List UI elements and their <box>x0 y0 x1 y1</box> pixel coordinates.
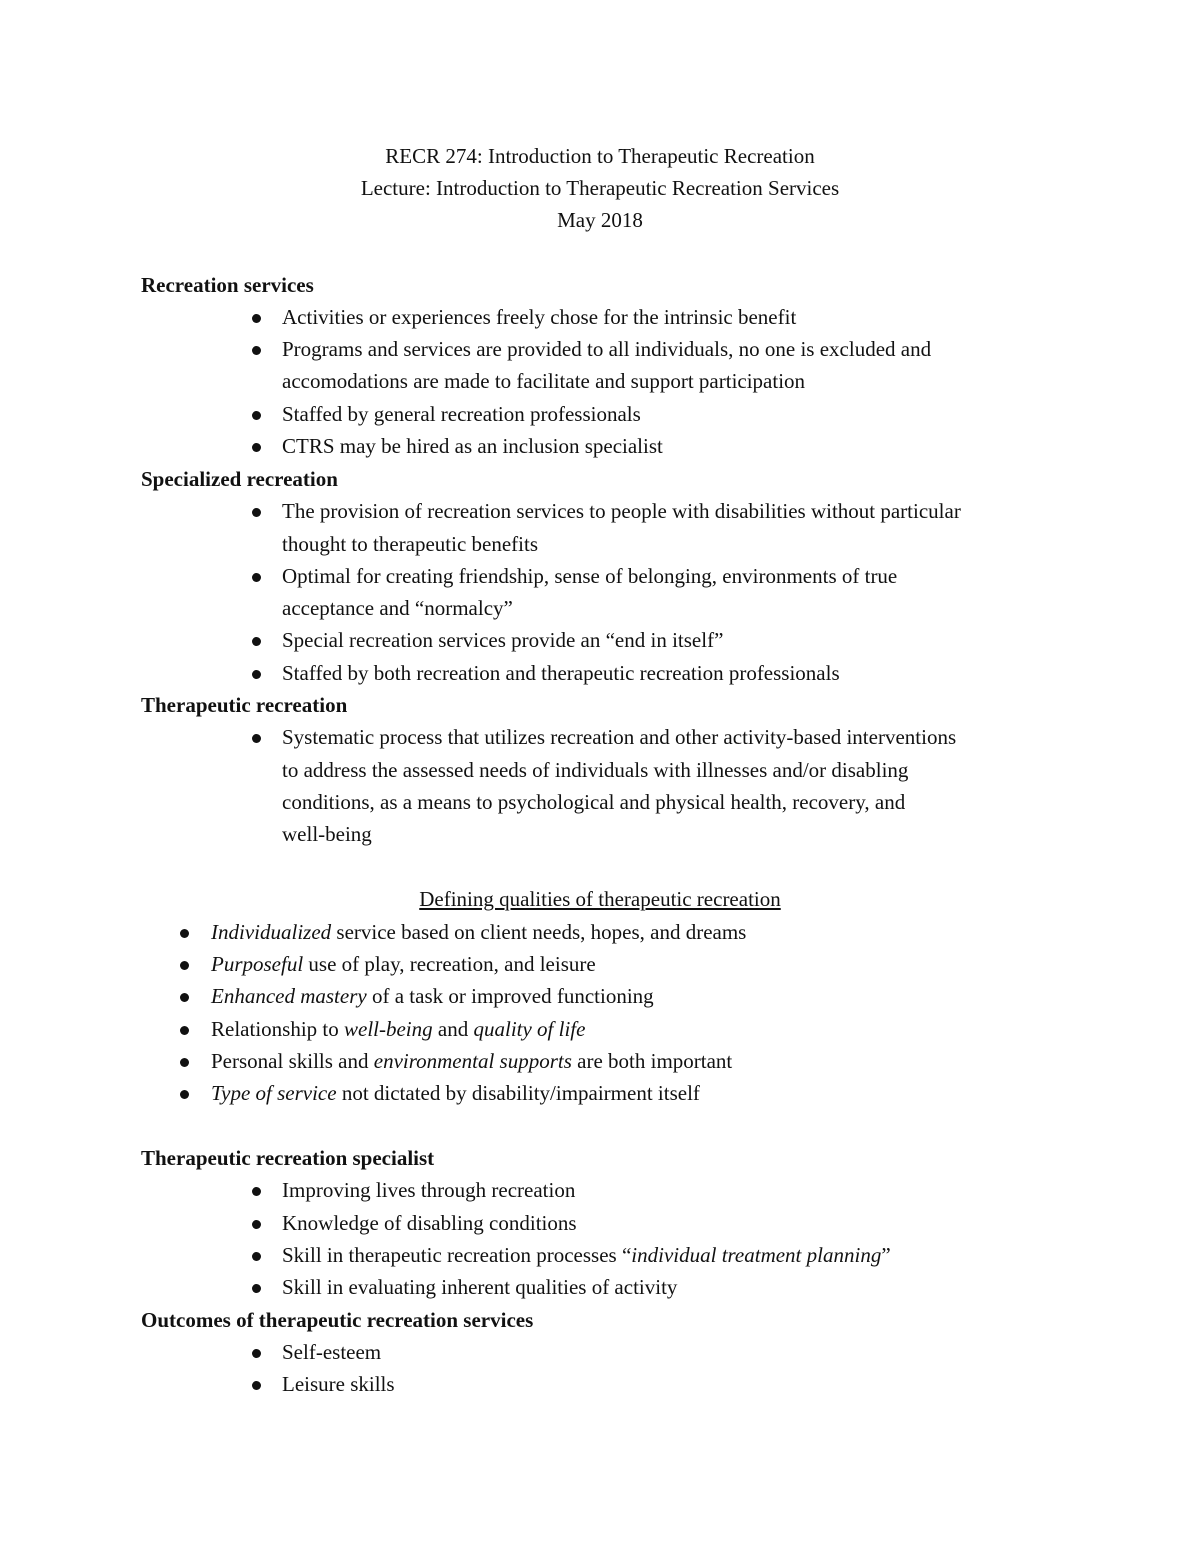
list-item: CTRS may be hired as an inclusion specialist <box>282 434 663 458</box>
emphasis: Enhanced mastery <box>211 984 367 1008</box>
list-item-continuation: conditions, as a means to psychological and physical health, recovery, and <box>282 790 906 814</box>
list-item: Self-esteem <box>282 1340 382 1364</box>
subsection-title-defining-qualities: Defining qualities of therapeutic recreation <box>419 887 781 911</box>
list-item-continuation: accomodations are made to facilitate and support participation <box>282 369 806 393</box>
list-item-continuation: to address the assessed needs of individuals with illnesses and/or disabling <box>282 758 909 782</box>
list-item-text: and <box>432 1017 474 1041</box>
list-item: Staffed by both recreation and therapeutic recreation professionals <box>282 661 840 685</box>
list-item: Leisure skills <box>282 1372 395 1396</box>
section-heading-therapeutic-recreation: Therapeutic recreation <box>141 693 348 717</box>
emphasis: environmental supports <box>373 1049 572 1073</box>
list-item-continuation: acceptance and “normalcy” <box>282 596 513 620</box>
bullet-icon <box>252 573 261 582</box>
list-item: Special recreation services provide an “end in itself” <box>282 628 724 652</box>
lecture-title: Lecture: Introduction to Therapeutic Recreation Services <box>360 176 840 200</box>
bullet-icon <box>252 1284 261 1293</box>
list-item: The provision of recreation services to people with disabilities without particular <box>282 499 961 523</box>
bullet-icon <box>252 637 261 646</box>
list-item <box>211 980 654 1012</box>
list-item-text: ” <box>881 1243 891 1267</box>
section-heading-outcomes: Outcomes of therapeutic recreation services <box>141 1308 534 1332</box>
list-item-text: Skill in therapeutic recreation processes “ <box>282 1243 632 1267</box>
list-item <box>211 1013 585 1045</box>
emphasis: Purposeful <box>211 952 304 976</box>
bullet-icon <box>180 929 189 938</box>
date: May 2018 <box>557 208 643 232</box>
bullet-icon <box>252 508 261 517</box>
bullet-icon <box>252 1220 261 1229</box>
list-item-text: Relationship to <box>211 1017 344 1041</box>
list-item-continuation: well-being <box>282 822 372 846</box>
list-item-text: Personal skills and <box>211 1049 374 1073</box>
course-title: RECR 274: Introduction to Therapeutic Recreation <box>385 144 815 168</box>
bullet-icon <box>252 314 261 323</box>
list-item: Activities or experiences freely chose for the intrinsic benefit <box>282 305 797 329</box>
bullet-icon <box>252 1381 261 1390</box>
bullet-icon <box>180 961 189 970</box>
list-item-continuation: thought to therapeutic benefits <box>282 532 539 556</box>
list-item <box>211 1077 700 1109</box>
section-heading-specialized-recreation: Specialized recreation <box>141 467 338 491</box>
bullet-icon <box>252 734 261 743</box>
bullet-icon <box>252 411 261 420</box>
emphasis: quality of life <box>473 1017 586 1041</box>
list-item-text: of a task or improved functioning <box>366 984 654 1008</box>
section-heading-specialist: Therapeutic recreation specialist <box>141 1146 435 1170</box>
bullet-icon <box>180 993 189 1002</box>
bullet-icon <box>252 1187 261 1196</box>
list-item-text: are both important <box>571 1049 733 1073</box>
emphasis: Type of service <box>211 1081 337 1105</box>
list-item <box>211 948 596 980</box>
emphasis: Individualized <box>211 920 332 944</box>
emphasis: individual treatment planning <box>631 1243 882 1267</box>
list-item-text: not dictated by disability/impairment itself <box>336 1081 700 1105</box>
bullet-icon <box>180 1058 189 1067</box>
list-item <box>211 1045 732 1077</box>
section-heading-recreation-services: Recreation services <box>141 273 314 297</box>
list-item: Staffed by general recreation professionals <box>282 402 641 426</box>
list-item-text: service based on client needs, hopes, and dreams <box>331 920 747 944</box>
list-item-text: use of play, recreation, and leisure <box>303 952 596 976</box>
emphasis: well-being <box>344 1017 433 1041</box>
list-item: Programs and services are provided to all individuals, no one is excluded and <box>282 337 932 361</box>
list-item <box>282 1239 891 1271</box>
bullet-icon <box>252 1349 261 1358</box>
bullet-icon <box>180 1090 189 1099</box>
bullet-icon <box>180 1026 189 1035</box>
bullet-icon <box>252 346 261 355</box>
list-item: Optimal for creating friendship, sense of belonging, environments of true <box>282 564 898 588</box>
bullet-icon <box>252 670 261 679</box>
list-item: Systematic process that utilizes recreation and other activity-based interventions <box>282 725 957 749</box>
list-item <box>211 916 746 948</box>
list-item: Improving lives through recreation <box>282 1178 576 1202</box>
bullet-icon <box>252 443 261 452</box>
bullet-icon <box>252 1252 261 1261</box>
list-item: Knowledge of disabling conditions <box>282 1211 577 1235</box>
list-item: Skill in evaluating inherent qualities of activity <box>282 1275 678 1299</box>
